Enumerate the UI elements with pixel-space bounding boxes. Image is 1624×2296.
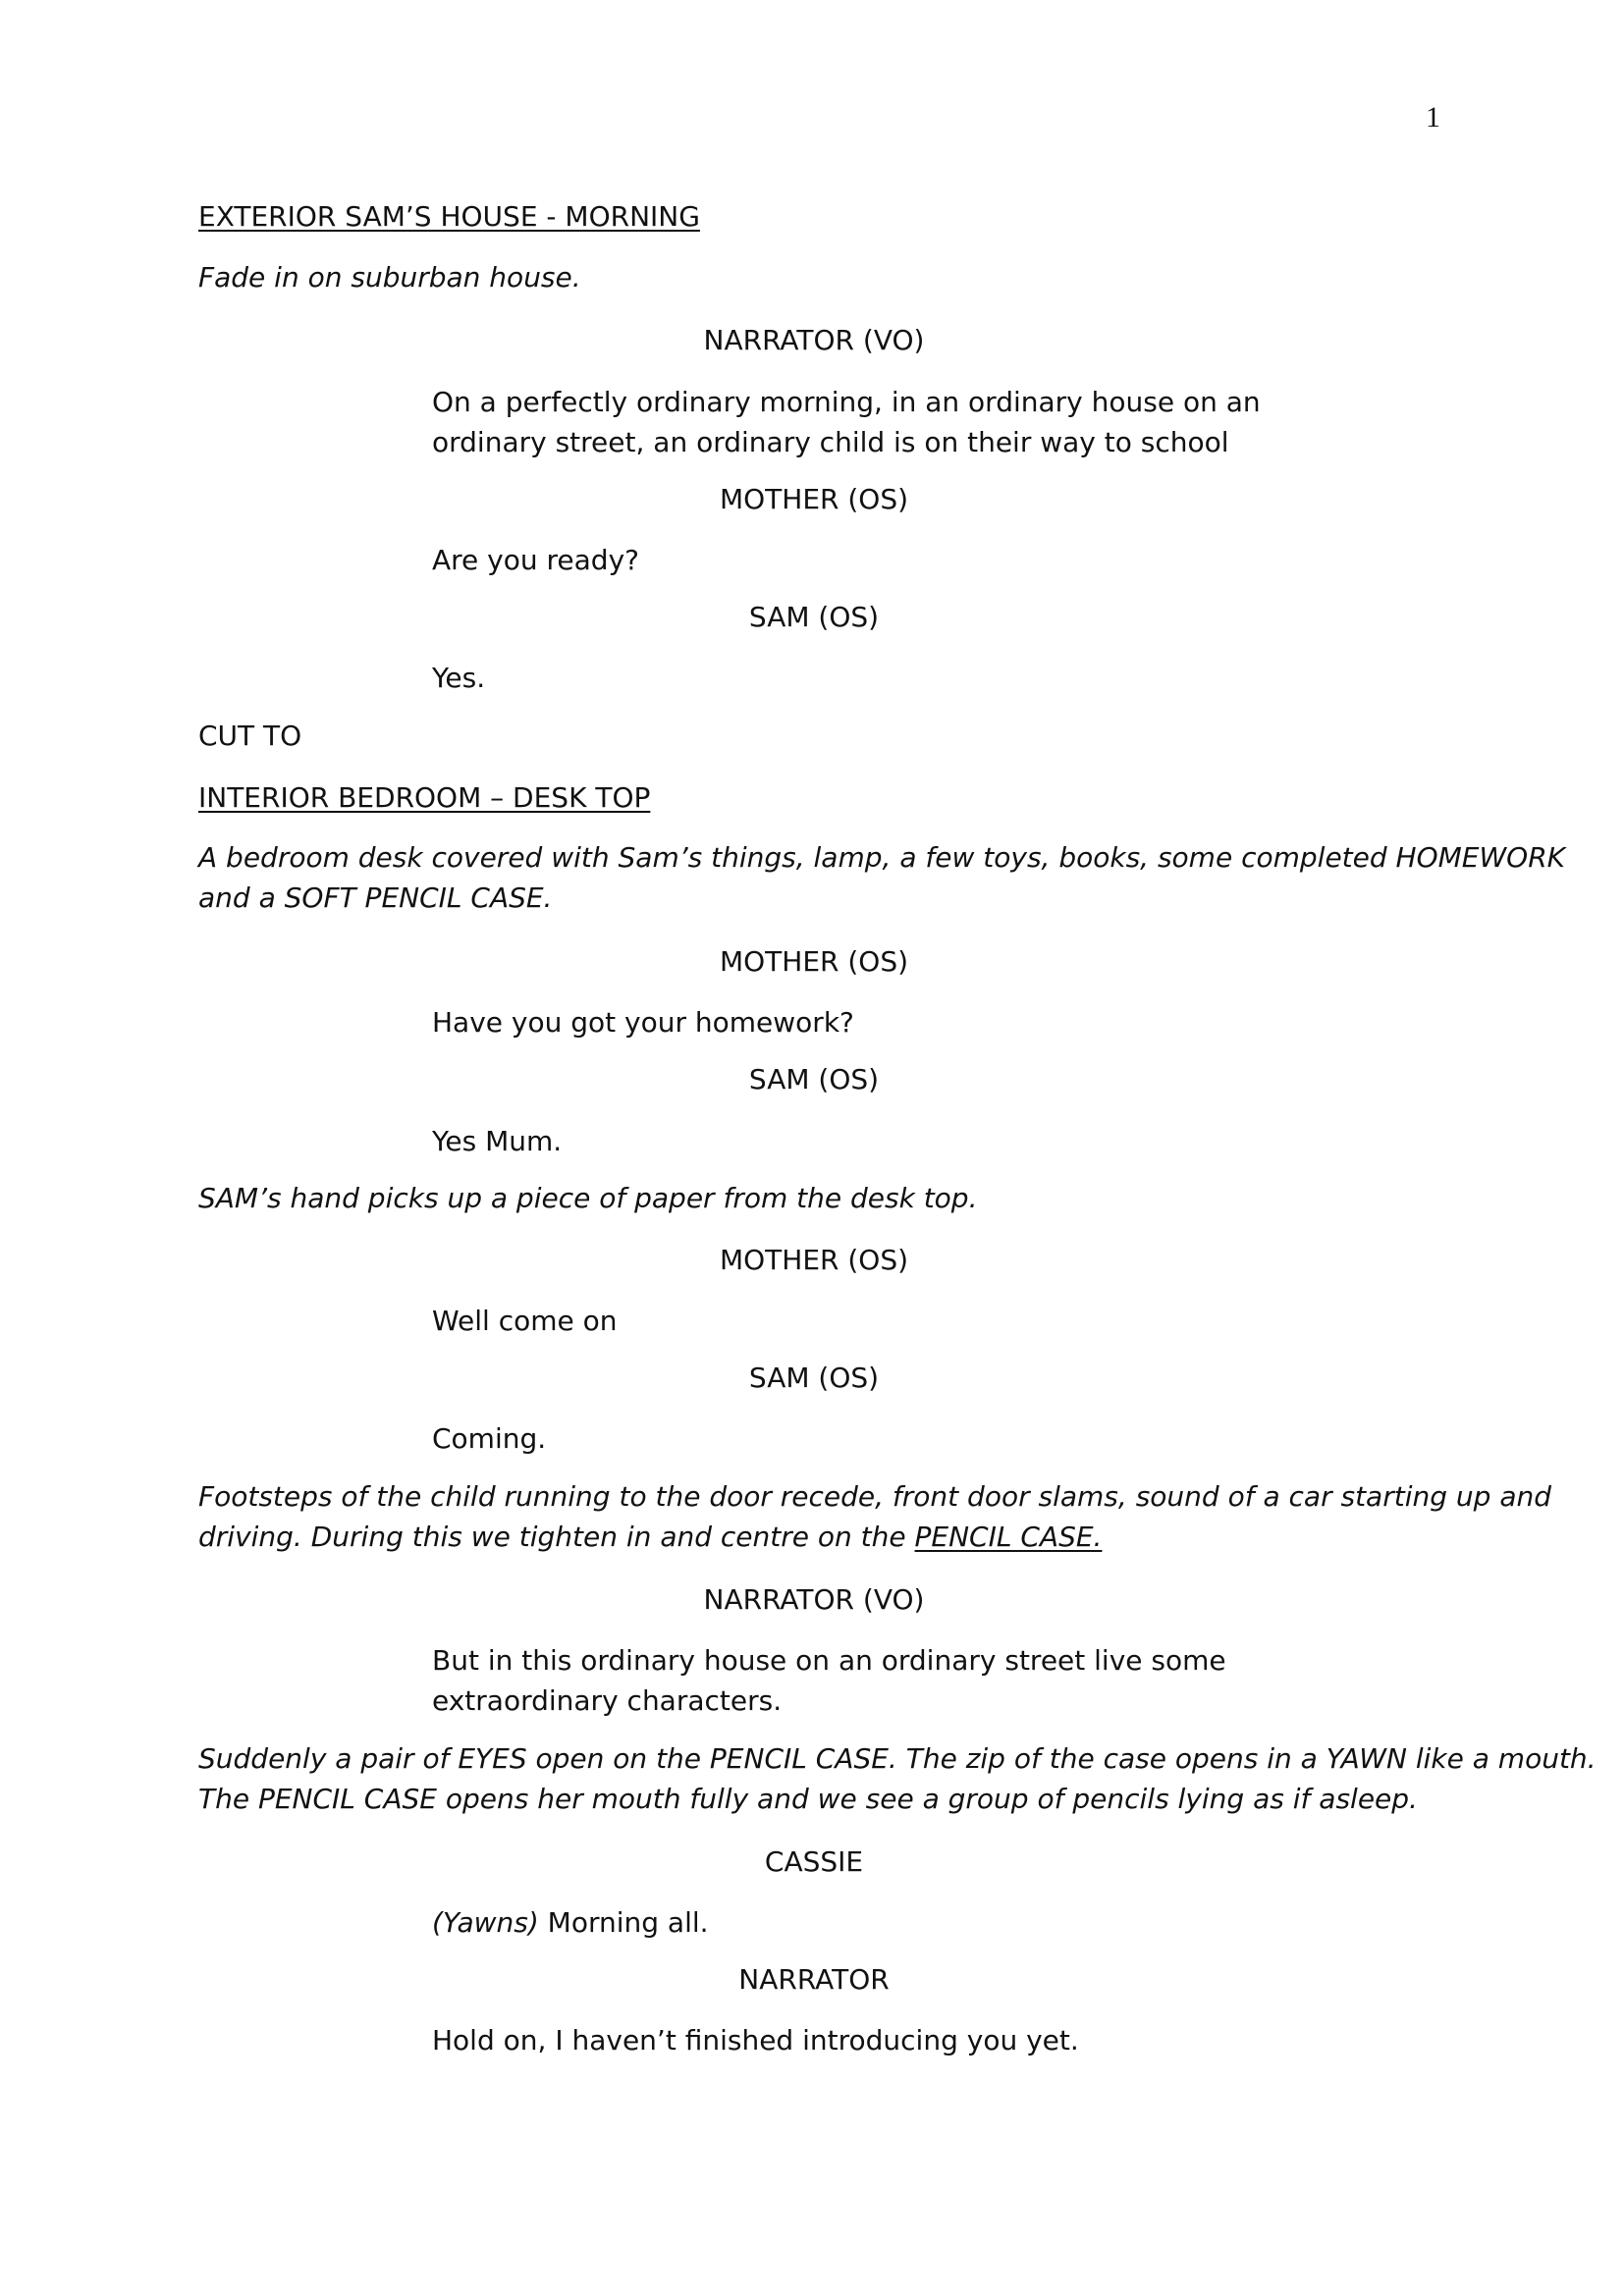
- character-name: [0, 1062, 1624, 1097]
- character-label: SAM (OS): [748, 1063, 880, 1095]
- character-label: SAM (OS): [748, 601, 880, 633]
- transition: CUT TO: [198, 720, 302, 752]
- action-line: Fade in on suburban house.: [198, 261, 581, 294]
- dialogue-line: Hold on, I haven’t finished introducing you yet.: [432, 2024, 1079, 2056]
- character-label: MOTHER (OS): [719, 1244, 909, 1276]
- action-text: driving. During this we tighten in and centre on the: [198, 1521, 915, 1553]
- action-line: Suddenly a pair of EYES open on the PENCIL CASE. The zip of the case opens in a YAWN like a mouth.: [198, 1742, 1597, 1775]
- character-name: [0, 600, 1624, 635]
- dialogue-line: Coming.: [432, 1422, 547, 1455]
- action-line: Footsteps of the child running to the door recede, front door slams, sound of a car starting up and: [198, 1480, 1552, 1513]
- dialogue-line: Yes Mum.: [432, 1125, 563, 1157]
- action-line: The PENCIL CASE opens her mouth fully and we see a group of pencils lying as if asleep.: [198, 1783, 1418, 1815]
- character-name: [0, 1243, 1624, 1278]
- character-label: NARRATOR (VO): [703, 324, 925, 356]
- character-label: SAM (OS): [748, 1362, 880, 1394]
- character-name: [0, 323, 1624, 358]
- dialogue-text: Morning all.: [538, 1906, 709, 1939]
- dialogue-line: On a perfectly ordinary morning, in an ordinary house on an: [432, 386, 1261, 418]
- action-line: [198, 1520, 1102, 1555]
- character-name: [0, 1844, 1624, 1880]
- emphasis-pencil-case: PENCIL CASE.: [914, 1521, 1103, 1553]
- dialogue-line: [432, 1905, 709, 1941]
- character-label: NARRATOR: [738, 1963, 890, 1996]
- action-line: A bedroom desk covered with Sam’s things, lamp, a few toys, books, some completed HOMEWORK: [198, 841, 1566, 874]
- parenthetical: (Yawns): [432, 1906, 539, 1939]
- dialogue-line: Are you ready?: [432, 544, 640, 576]
- action-line: SAM’s hand picks up a piece of paper from the desk top.: [198, 1182, 978, 1214]
- character-label: MOTHER (OS): [719, 945, 909, 978]
- page-number: 1: [1426, 101, 1440, 133]
- dialogue-line: extraordinary characters.: [432, 1684, 783, 1717]
- dialogue-line: Well come on: [432, 1305, 618, 1337]
- character-name: [0, 1962, 1624, 1998]
- character-name: [0, 482, 1624, 517]
- character-name: [0, 1582, 1624, 1618]
- character-label: NARRATOR (VO): [703, 1583, 925, 1616]
- scene-heading: EXTERIOR SAM’S HOUSE - MORNING: [198, 200, 700, 233]
- character-name: [0, 944, 1624, 980]
- dialogue-line: But in this ordinary house on an ordinary street live some: [432, 1644, 1226, 1677]
- character-name: [0, 1361, 1624, 1396]
- character-label: CASSIE: [764, 1845, 864, 1878]
- dialogue-line: ordinary street, an ordinary child is on their way to school: [432, 426, 1229, 458]
- character-label: MOTHER (OS): [719, 483, 909, 515]
- dialogue-line: Yes.: [432, 662, 486, 694]
- action-line: and a SOFT PENCIL CASE.: [198, 881, 553, 914]
- scene-heading: INTERIOR BEDROOM – DESK TOP: [198, 781, 651, 814]
- dialogue-line: Have you got your homework?: [432, 1006, 854, 1039]
